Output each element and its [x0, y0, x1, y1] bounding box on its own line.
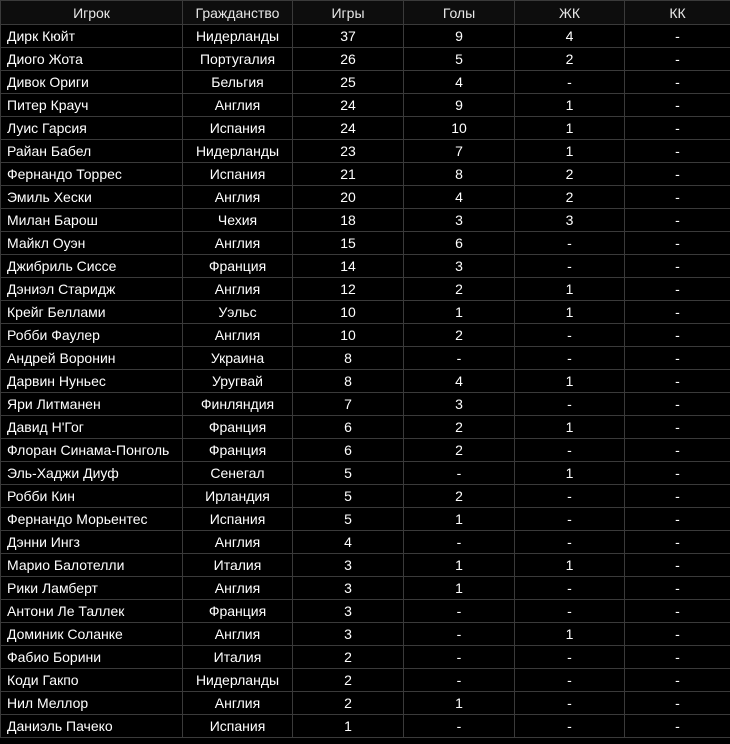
country-cell: Уэльс: [183, 301, 293, 324]
yellow-cards-cell: 1: [515, 554, 625, 577]
table-row: [1, 232, 730, 255]
games-cell: 37: [293, 25, 404, 48]
red-cards-cell: -: [625, 347, 730, 370]
country-cell: Франция: [183, 600, 293, 623]
player-cell: Яри Литманен: [1, 393, 183, 416]
yellow-cards-cell: 3: [515, 209, 625, 232]
red-cards-cell: -: [625, 255, 730, 278]
games-cell: 7: [293, 393, 404, 416]
country-cell: Нидерланды: [183, 140, 293, 163]
yellow-cards-cell: -: [515, 531, 625, 554]
goals-cell: 2: [404, 324, 515, 347]
red-cards-cell: -: [625, 462, 730, 485]
country-cell: Ирландия: [183, 485, 293, 508]
yellow-cards-cell: 1: [515, 301, 625, 324]
player-cell: Фернандо Торрес: [1, 163, 183, 186]
header-goals[interactable]: Голы: [404, 1, 515, 25]
red-cards-cell: -: [625, 485, 730, 508]
goals-cell: 3: [404, 255, 515, 278]
country-cell: Испания: [183, 163, 293, 186]
country-cell: Испания: [183, 117, 293, 140]
games-cell: 6: [293, 416, 404, 439]
yellow-cards-cell: 1: [515, 94, 625, 117]
red-cards-cell: -: [625, 669, 730, 692]
goals-cell: 6: [404, 232, 515, 255]
games-cell: 5: [293, 462, 404, 485]
table-row: [1, 163, 730, 186]
country-cell: Англия: [183, 94, 293, 117]
table-row: [1, 324, 730, 347]
player-cell: Луис Гарсия: [1, 117, 183, 140]
goals-cell: 9: [404, 25, 515, 48]
games-cell: 26: [293, 48, 404, 71]
header-yellow-cards[interactable]: ЖК: [515, 1, 625, 25]
goals-cell: 5: [404, 48, 515, 71]
red-cards-cell: -: [625, 163, 730, 186]
player-cell: Флоран Синама-Понголь: [1, 439, 183, 462]
red-cards-cell: -: [625, 186, 730, 209]
yellow-cards-cell: 1: [515, 278, 625, 301]
yellow-cards-cell: 2: [515, 48, 625, 71]
red-cards-cell: -: [625, 140, 730, 163]
goals-cell: -: [404, 600, 515, 623]
header-row: [1, 1, 730, 25]
goals-cell: 10: [404, 117, 515, 140]
player-cell: Доминик Соланке: [1, 623, 183, 646]
games-cell: 6: [293, 439, 404, 462]
red-cards-cell: -: [625, 71, 730, 94]
red-cards-cell: -: [625, 209, 730, 232]
yellow-cards-cell: -: [515, 692, 625, 715]
yellow-cards-cell: -: [515, 439, 625, 462]
player-cell: Райан Бабел: [1, 140, 183, 163]
red-cards-cell: -: [625, 531, 730, 554]
table-row: [1, 692, 730, 715]
yellow-cards-cell: 1: [515, 140, 625, 163]
goals-cell: 1: [404, 301, 515, 324]
yellow-cards-cell: -: [515, 508, 625, 531]
games-cell: 8: [293, 370, 404, 393]
header-country[interactable]: Гражданство: [183, 1, 293, 25]
games-cell: 14: [293, 255, 404, 278]
games-cell: 3: [293, 554, 404, 577]
player-cell: Диого Жота: [1, 48, 183, 71]
player-cell: Коди Гакпо: [1, 669, 183, 692]
red-cards-cell: -: [625, 715, 730, 738]
country-cell: Англия: [183, 278, 293, 301]
country-cell: Сенегал: [183, 462, 293, 485]
country-cell: Италия: [183, 554, 293, 577]
red-cards-cell: -: [625, 439, 730, 462]
country-cell: Испания: [183, 508, 293, 531]
red-cards-cell: -: [625, 554, 730, 577]
goals-cell: 3: [404, 209, 515, 232]
goals-cell: 8: [404, 163, 515, 186]
table-row: [1, 370, 730, 393]
games-cell: 10: [293, 324, 404, 347]
table-row: [1, 117, 730, 140]
country-cell: Англия: [183, 232, 293, 255]
player-cell: Фернандо Морьентес: [1, 508, 183, 531]
player-cell: Робби Фаулер: [1, 324, 183, 347]
games-cell: 3: [293, 577, 404, 600]
player-cell: Даниэль Пачеко: [1, 715, 183, 738]
goals-cell: 3: [404, 393, 515, 416]
player-cell: Антони Ле Таллек: [1, 600, 183, 623]
goals-cell: 4: [404, 186, 515, 209]
player-cell: Эль-Хаджи Диуф: [1, 462, 183, 485]
player-cell: Милан Барош: [1, 209, 183, 232]
red-cards-cell: -: [625, 416, 730, 439]
goals-cell: 1: [404, 554, 515, 577]
table-row: [1, 531, 730, 554]
goals-cell: -: [404, 646, 515, 669]
player-cell: Андрей Воронин: [1, 347, 183, 370]
player-cell: Марио Балотелли: [1, 554, 183, 577]
country-cell: Англия: [183, 186, 293, 209]
goals-cell: 2: [404, 278, 515, 301]
yellow-cards-cell: 2: [515, 186, 625, 209]
games-cell: 25: [293, 71, 404, 94]
games-cell: 24: [293, 117, 404, 140]
games-cell: 12: [293, 278, 404, 301]
player-cell: Дэниэл Старидж: [1, 278, 183, 301]
red-cards-cell: -: [625, 370, 730, 393]
yellow-cards-cell: -: [515, 71, 625, 94]
red-cards-cell: -: [625, 117, 730, 140]
country-cell: Англия: [183, 324, 293, 347]
yellow-cards-cell: 4: [515, 25, 625, 48]
yellow-cards-cell: -: [515, 232, 625, 255]
country-cell: Франция: [183, 255, 293, 278]
table-row: [1, 209, 730, 232]
table-row: [1, 416, 730, 439]
goals-cell: 1: [404, 577, 515, 600]
yellow-cards-cell: -: [515, 347, 625, 370]
player-cell: Дэнни Ингз: [1, 531, 183, 554]
country-cell: Италия: [183, 646, 293, 669]
player-cell: Эмиль Хески: [1, 186, 183, 209]
games-cell: 5: [293, 508, 404, 531]
country-cell: Англия: [183, 577, 293, 600]
table-row: [1, 462, 730, 485]
table-body: [1, 25, 730, 738]
red-cards-cell: -: [625, 232, 730, 255]
goals-cell: -: [404, 531, 515, 554]
header-player[interactable]: Игрок: [1, 1, 183, 25]
red-cards-cell: -: [625, 393, 730, 416]
red-cards-cell: -: [625, 600, 730, 623]
red-cards-cell: -: [625, 577, 730, 600]
header-games[interactable]: Игры: [293, 1, 404, 25]
goals-cell: 4: [404, 370, 515, 393]
goals-cell: 1: [404, 692, 515, 715]
yellow-cards-cell: -: [515, 324, 625, 347]
games-cell: 3: [293, 600, 404, 623]
country-cell: Англия: [183, 623, 293, 646]
table-row: [1, 186, 730, 209]
player-cell: Джибриль Сиссе: [1, 255, 183, 278]
table-row: [1, 508, 730, 531]
games-cell: 5: [293, 485, 404, 508]
games-cell: 2: [293, 646, 404, 669]
games-cell: 2: [293, 692, 404, 715]
country-cell: Португалия: [183, 48, 293, 71]
goals-cell: -: [404, 462, 515, 485]
country-cell: Франция: [183, 416, 293, 439]
table-row: [1, 71, 730, 94]
table-row: [1, 669, 730, 692]
country-cell: Чехия: [183, 209, 293, 232]
yellow-cards-cell: -: [515, 255, 625, 278]
table-row: [1, 48, 730, 71]
goals-cell: 2: [404, 485, 515, 508]
yellow-cards-cell: 1: [515, 623, 625, 646]
table-row: [1, 623, 730, 646]
red-cards-cell: -: [625, 692, 730, 715]
table-row: [1, 94, 730, 117]
yellow-cards-cell: -: [515, 393, 625, 416]
yellow-cards-cell: 1: [515, 117, 625, 140]
player-cell: Крейг Беллами: [1, 301, 183, 324]
red-cards-cell: -: [625, 94, 730, 117]
red-cards-cell: -: [625, 301, 730, 324]
player-cell: Рики Ламберт: [1, 577, 183, 600]
red-cards-cell: -: [625, 508, 730, 531]
yellow-cards-cell: -: [515, 669, 625, 692]
games-cell: 21: [293, 163, 404, 186]
yellow-cards-cell: -: [515, 715, 625, 738]
red-cards-cell: -: [625, 278, 730, 301]
player-cell: Майкл Оуэн: [1, 232, 183, 255]
games-cell: 24: [293, 94, 404, 117]
red-cards-cell: -: [625, 25, 730, 48]
table-row: [1, 393, 730, 416]
country-cell: Англия: [183, 531, 293, 554]
goals-cell: -: [404, 669, 515, 692]
games-cell: 2: [293, 669, 404, 692]
games-cell: 10: [293, 301, 404, 324]
country-cell: Англия: [183, 692, 293, 715]
player-cell: Фабио Борини: [1, 646, 183, 669]
yellow-cards-cell: -: [515, 646, 625, 669]
games-cell: 8: [293, 347, 404, 370]
yellow-cards-cell: 1: [515, 462, 625, 485]
yellow-cards-cell: -: [515, 600, 625, 623]
country-cell: Франция: [183, 439, 293, 462]
yellow-cards-cell: -: [515, 485, 625, 508]
goals-cell: 7: [404, 140, 515, 163]
red-cards-cell: -: [625, 646, 730, 669]
red-cards-cell: -: [625, 324, 730, 347]
player-cell: Дирк Кюйт: [1, 25, 183, 48]
games-cell: 3: [293, 623, 404, 646]
games-cell: 4: [293, 531, 404, 554]
red-cards-cell: -: [625, 48, 730, 71]
country-cell: Украина: [183, 347, 293, 370]
table-row: [1, 646, 730, 669]
country-cell: Финляндия: [183, 393, 293, 416]
goals-cell: 1: [404, 508, 515, 531]
player-cell: Дивок Ориги: [1, 71, 183, 94]
header-red-cards[interactable]: КК: [625, 1, 730, 25]
games-cell: 1: [293, 715, 404, 738]
goals-cell: -: [404, 347, 515, 370]
table-row: [1, 485, 730, 508]
table-row: [1, 577, 730, 600]
player-cell: Питер Крауч: [1, 94, 183, 117]
country-cell: Уругвай: [183, 370, 293, 393]
games-cell: 20: [293, 186, 404, 209]
goals-cell: -: [404, 715, 515, 738]
table-row: [1, 554, 730, 577]
goals-cell: 2: [404, 439, 515, 462]
table-row: [1, 278, 730, 301]
games-cell: 23: [293, 140, 404, 163]
table-row: [1, 25, 730, 48]
yellow-cards-cell: 1: [515, 416, 625, 439]
table-row: [1, 439, 730, 462]
games-cell: 18: [293, 209, 404, 232]
table-row: [1, 140, 730, 163]
goals-cell: -: [404, 623, 515, 646]
goals-cell: 9: [404, 94, 515, 117]
table-row: [1, 600, 730, 623]
goals-cell: 2: [404, 416, 515, 439]
country-cell: Нидерланды: [183, 669, 293, 692]
country-cell: Бельгия: [183, 71, 293, 94]
country-cell: Испания: [183, 715, 293, 738]
table-row: [1, 347, 730, 370]
table-row: [1, 715, 730, 738]
yellow-cards-cell: 1: [515, 370, 625, 393]
player-cell: Дарвин Нуньес: [1, 370, 183, 393]
player-cell: Робби Кин: [1, 485, 183, 508]
player-cell: Давид Н'Гог: [1, 416, 183, 439]
yellow-cards-cell: -: [515, 577, 625, 600]
country-cell: Нидерланды: [183, 25, 293, 48]
yellow-cards-cell: 2: [515, 163, 625, 186]
games-cell: 15: [293, 232, 404, 255]
red-cards-cell: -: [625, 623, 730, 646]
player-cell: Нил Меллор: [1, 692, 183, 715]
goals-cell: 4: [404, 71, 515, 94]
table-row: [1, 301, 730, 324]
table-row: [1, 255, 730, 278]
